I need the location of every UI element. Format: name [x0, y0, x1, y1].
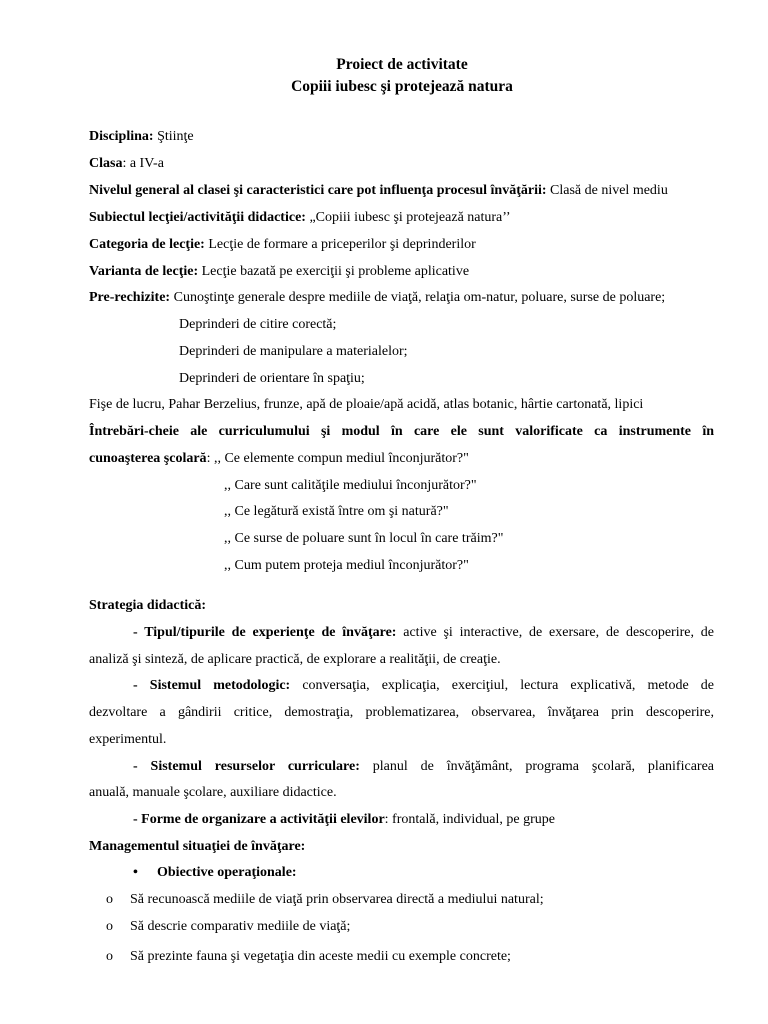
field-value: : a IV-a: [122, 156, 164, 171]
field-nivel: [89, 182, 668, 200]
intrebari-label: cunoaşterea şcolară: [89, 451, 207, 466]
field-value: Lecţie bazată pe exerciţii şi probleme aplicative: [198, 264, 470, 279]
obiectiv-item: Să prezinte fauna şi vegetaţia din aceste medii cu exemple concrete;: [130, 949, 511, 964]
forme-label: - Forme de organizare a activităţii elevilor: [133, 812, 385, 827]
forme-value: : frontală, individual, pe grupe: [384, 812, 555, 827]
field-disciplina: [89, 128, 194, 146]
resurse-line-2: anuală, manuale şcolare, auxiliare didactice.: [89, 785, 337, 800]
tipul-label: - Tipul/tipurile de experienţe de învăţare:: [133, 625, 397, 640]
field-label: Nivelul general al clasei şi caracteristici care pot influenţa procesul învăţării:: [89, 183, 547, 198]
resurse-label: - Sistemul resurselor curriculare:: [133, 759, 360, 774]
intrebare-item: ,, Ce surse de poluare sunt în locul în care trăim?": [224, 531, 504, 546]
metodologic-line-2: dezvoltare a gândirii critice, demostraţia, problematizarea, observarea, învăţarea prin descoperire,: [89, 705, 714, 720]
field-label: Disciplina:: [89, 129, 154, 144]
management-heading: Managementul situaţiei de învăţare:: [89, 839, 306, 854]
obiectiv-item: Să recunoască mediile de viaţă prin observarea directă a mediului natural;: [130, 892, 544, 907]
field-label: Subiectul lecţiei/activităţii didactice:: [89, 210, 306, 225]
field-label: Clasa: [89, 156, 123, 171]
strategia-heading: Strategia didactică:: [89, 598, 207, 613]
field-prerechizite: [89, 289, 665, 307]
field-varianta: [89, 263, 469, 281]
metodologic-line-1: [133, 677, 714, 695]
prerechizite-item: Deprinderi de orientare în spaţiu;: [179, 371, 365, 386]
metodologic-line-3: experimentul.: [89, 732, 167, 747]
field-categoria: [89, 236, 476, 254]
field-label: Pre-rechizite:: [89, 290, 171, 305]
obiectiv-item: Să descrie comparativ mediile de viaţă;: [130, 919, 351, 934]
circle-bullet-icon: o: [106, 919, 113, 934]
bullet-icon: •: [133, 865, 138, 880]
title-line-2: Copiii iubesc şi protejează natura: [291, 78, 513, 95]
field-value: Cunoştinţe generale despre mediile de viaţă, relaţia om-natur, poluare, surse de poluare;: [170, 290, 666, 305]
obiective-heading: Obiective operaţionale:: [157, 865, 297, 880]
field-value: Clasă de nivel mediu: [546, 183, 668, 198]
metodologic-label: - Sistemul metodologic:: [133, 678, 291, 693]
resurse-value: planul de învăţământ, programa şcolară, planificarea: [359, 759, 714, 774]
prerechizite-item: Deprinderi de citire corectă;: [179, 317, 337, 332]
tipul-line-2: analiză şi sinteză, de aplicare practică, de explorare a realităţii, de creaţie.: [89, 652, 501, 667]
resurse-line-1: [133, 758, 714, 776]
intrebare-item: ,, Care sunt calităţile mediului înconjurător?": [224, 478, 477, 493]
field-clasa: [89, 155, 164, 173]
field-value: Ştiinţe: [153, 129, 194, 144]
tipul-value: active şi interactive, de exersare, de descoperire, de: [396, 625, 714, 640]
metodologic-value: conversaţia, explicaţia, exerciţiul, lectura explicativă, metode de: [290, 678, 714, 693]
field-label: Varianta de lecţie:: [89, 264, 199, 279]
field-value: Lecţie de formare a priceperilor şi deprinderilor: [204, 237, 476, 252]
intrebare-item: ,, Ce legătură există între om şi natură?": [224, 504, 449, 519]
materiale-line: Fişe de lucru, Pahar Berzelius, frunze, apă de ploaie/apă acidă, atlas botanic, hârtie cartonată, lipici: [89, 397, 644, 412]
prerechizite-item: Deprinderi de manipulare a materialelor;: [179, 344, 408, 359]
forme-line: [133, 811, 555, 829]
tipul-line-1: [133, 624, 714, 642]
title-line-1: Proiect de activitate: [336, 56, 468, 73]
field-value: „Copiii iubesc şi protejează natura’’: [305, 210, 511, 225]
intrebari-first: [89, 450, 469, 468]
intrebare-item: : ,, Ce elemente compun mediul înconjurător?": [206, 451, 469, 466]
field-subiect: [89, 209, 511, 227]
intrebari-heading: Întrebări-cheie ale curriculumului şi modul în care ele sunt valorificate ca instrumente în: [89, 424, 714, 439]
circle-bullet-icon: o: [106, 949, 113, 964]
intrebare-item: ,, Cum putem proteja mediul înconjurător?": [224, 558, 469, 573]
field-label: Categoria de lecţie:: [89, 237, 205, 252]
circle-bullet-icon: o: [106, 892, 113, 907]
